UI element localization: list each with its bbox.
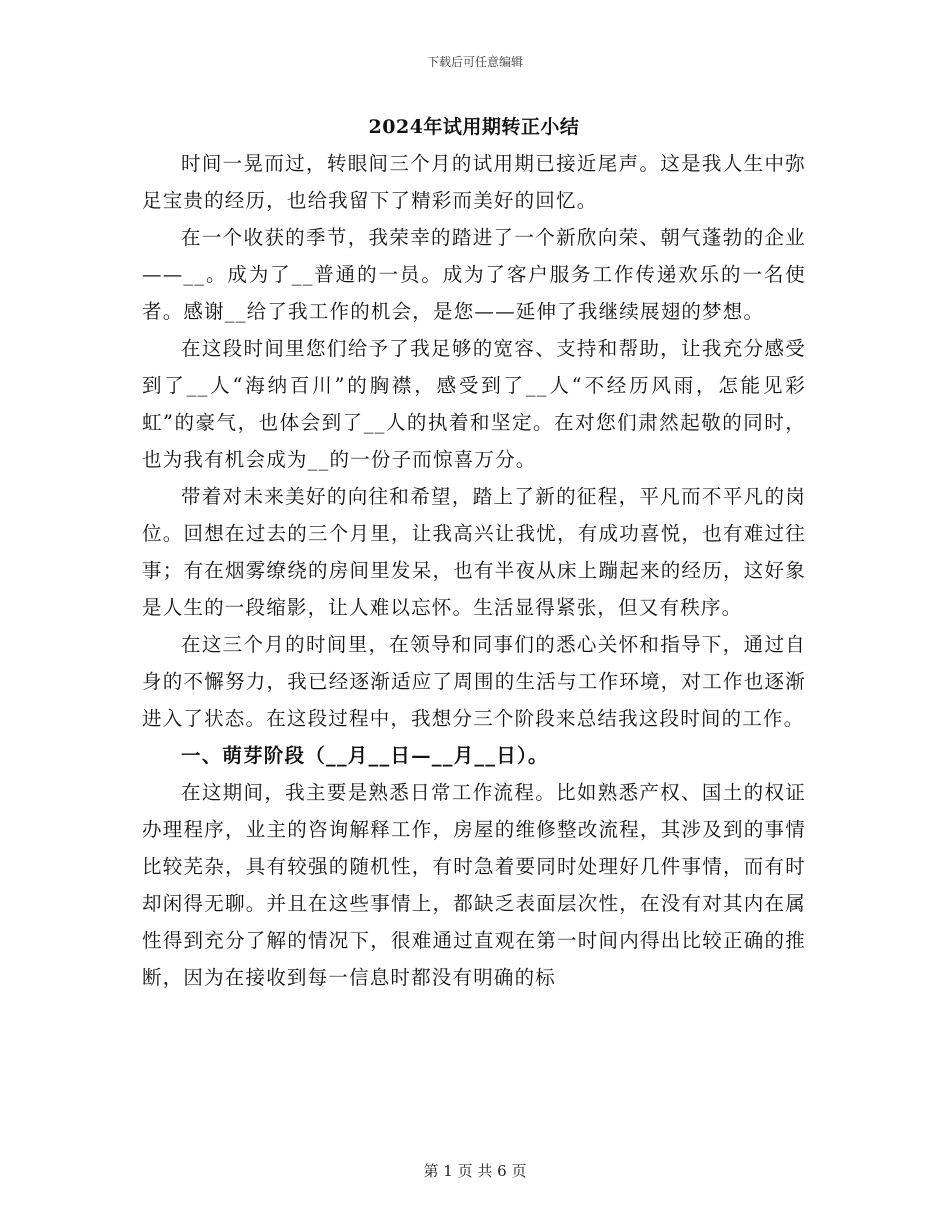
- document-title: 2024年试用期转正小结: [368, 116, 580, 138]
- paragraph-joining: 在一个收获的季节，我荣幸的踏进了一个新欣向荣、朝气蓬勃的企业——__。成为了__普通的一员。成为了客户服务工作传递欢乐的一名使者。感谢__给了我工作的机会，是您——延伸了我继续展翅的梦想。: [142, 226, 806, 323]
- paragraph-gratitude: 在这段时间里您们给予了我足够的宽容、支持和帮助，让我充分感受到了__人“海纳百川”的胸襟，感受到了__人“不经历风雨，怎能见彩虹”的豪气，也体会到了__人的执着和坚定。在对您们肃然起敬的同时，也为我有机会成为__的一份子而惊喜万分。: [142, 337, 806, 471]
- document-body: [142, 112, 806, 996]
- paragraph-sprout-stage: 在这期间，我主要是熟悉日常工作流程。比如熟悉产权、国土的权证办理程序，业主的咨询解释工作，房屋的维修整改流程，其涉及到的事情比较芜杂，具有较强的随机性，有时急着要同时处理好几件事情，而有时却闲得无聊。并且在这些事情上，都缺乏表面层次性，在没有对其内在属性得到充分了解的情况下，很难通过直观在第一时间内得出比较正确的推断，因为在接收到每一信息时都没有明确的标: [142, 781, 806, 989]
- page-number: 第 1 页 共 6 页: [423, 1162, 527, 1180]
- paragraph-experience: 带着对未来美好的向往和希望，踏上了新的征程，平凡而不平凡的岗位。回想在过去的三个月里，让我高兴让我忧，有成功喜悦，也有难过往事；有在烟雾缭绕的房间里发呆，也有半夜从床上蹦起来的经历，这好象是人生的一段缩影，让人难以忘怀。生活显得紧张，但又有秩序。: [142, 485, 806, 619]
- section-heading-sprout-stage: 一、萌芽阶段（__月__日—__月__日）。: [181, 744, 549, 767]
- paragraph-summary-intro: 在这三个月的时间里，在领导和同事们的悉心关怀和指导下，通过自身的不懈努力，我已经逐渐适应了周围的生活与工作环境，对工作也逐渐进入了状态。在这段过程中，我想分三个阶段来总结我这段时间的工作。: [142, 633, 806, 730]
- page-header-note: 下载后可任意编辑: [426, 55, 523, 69]
- paragraph-intro: 时间一晃而过，转眼间三个月的试用期已接近尾声。这是我人生中弥足宝贵的经历，也给我留下了精彩而美好的回忆。: [142, 152, 806, 212]
